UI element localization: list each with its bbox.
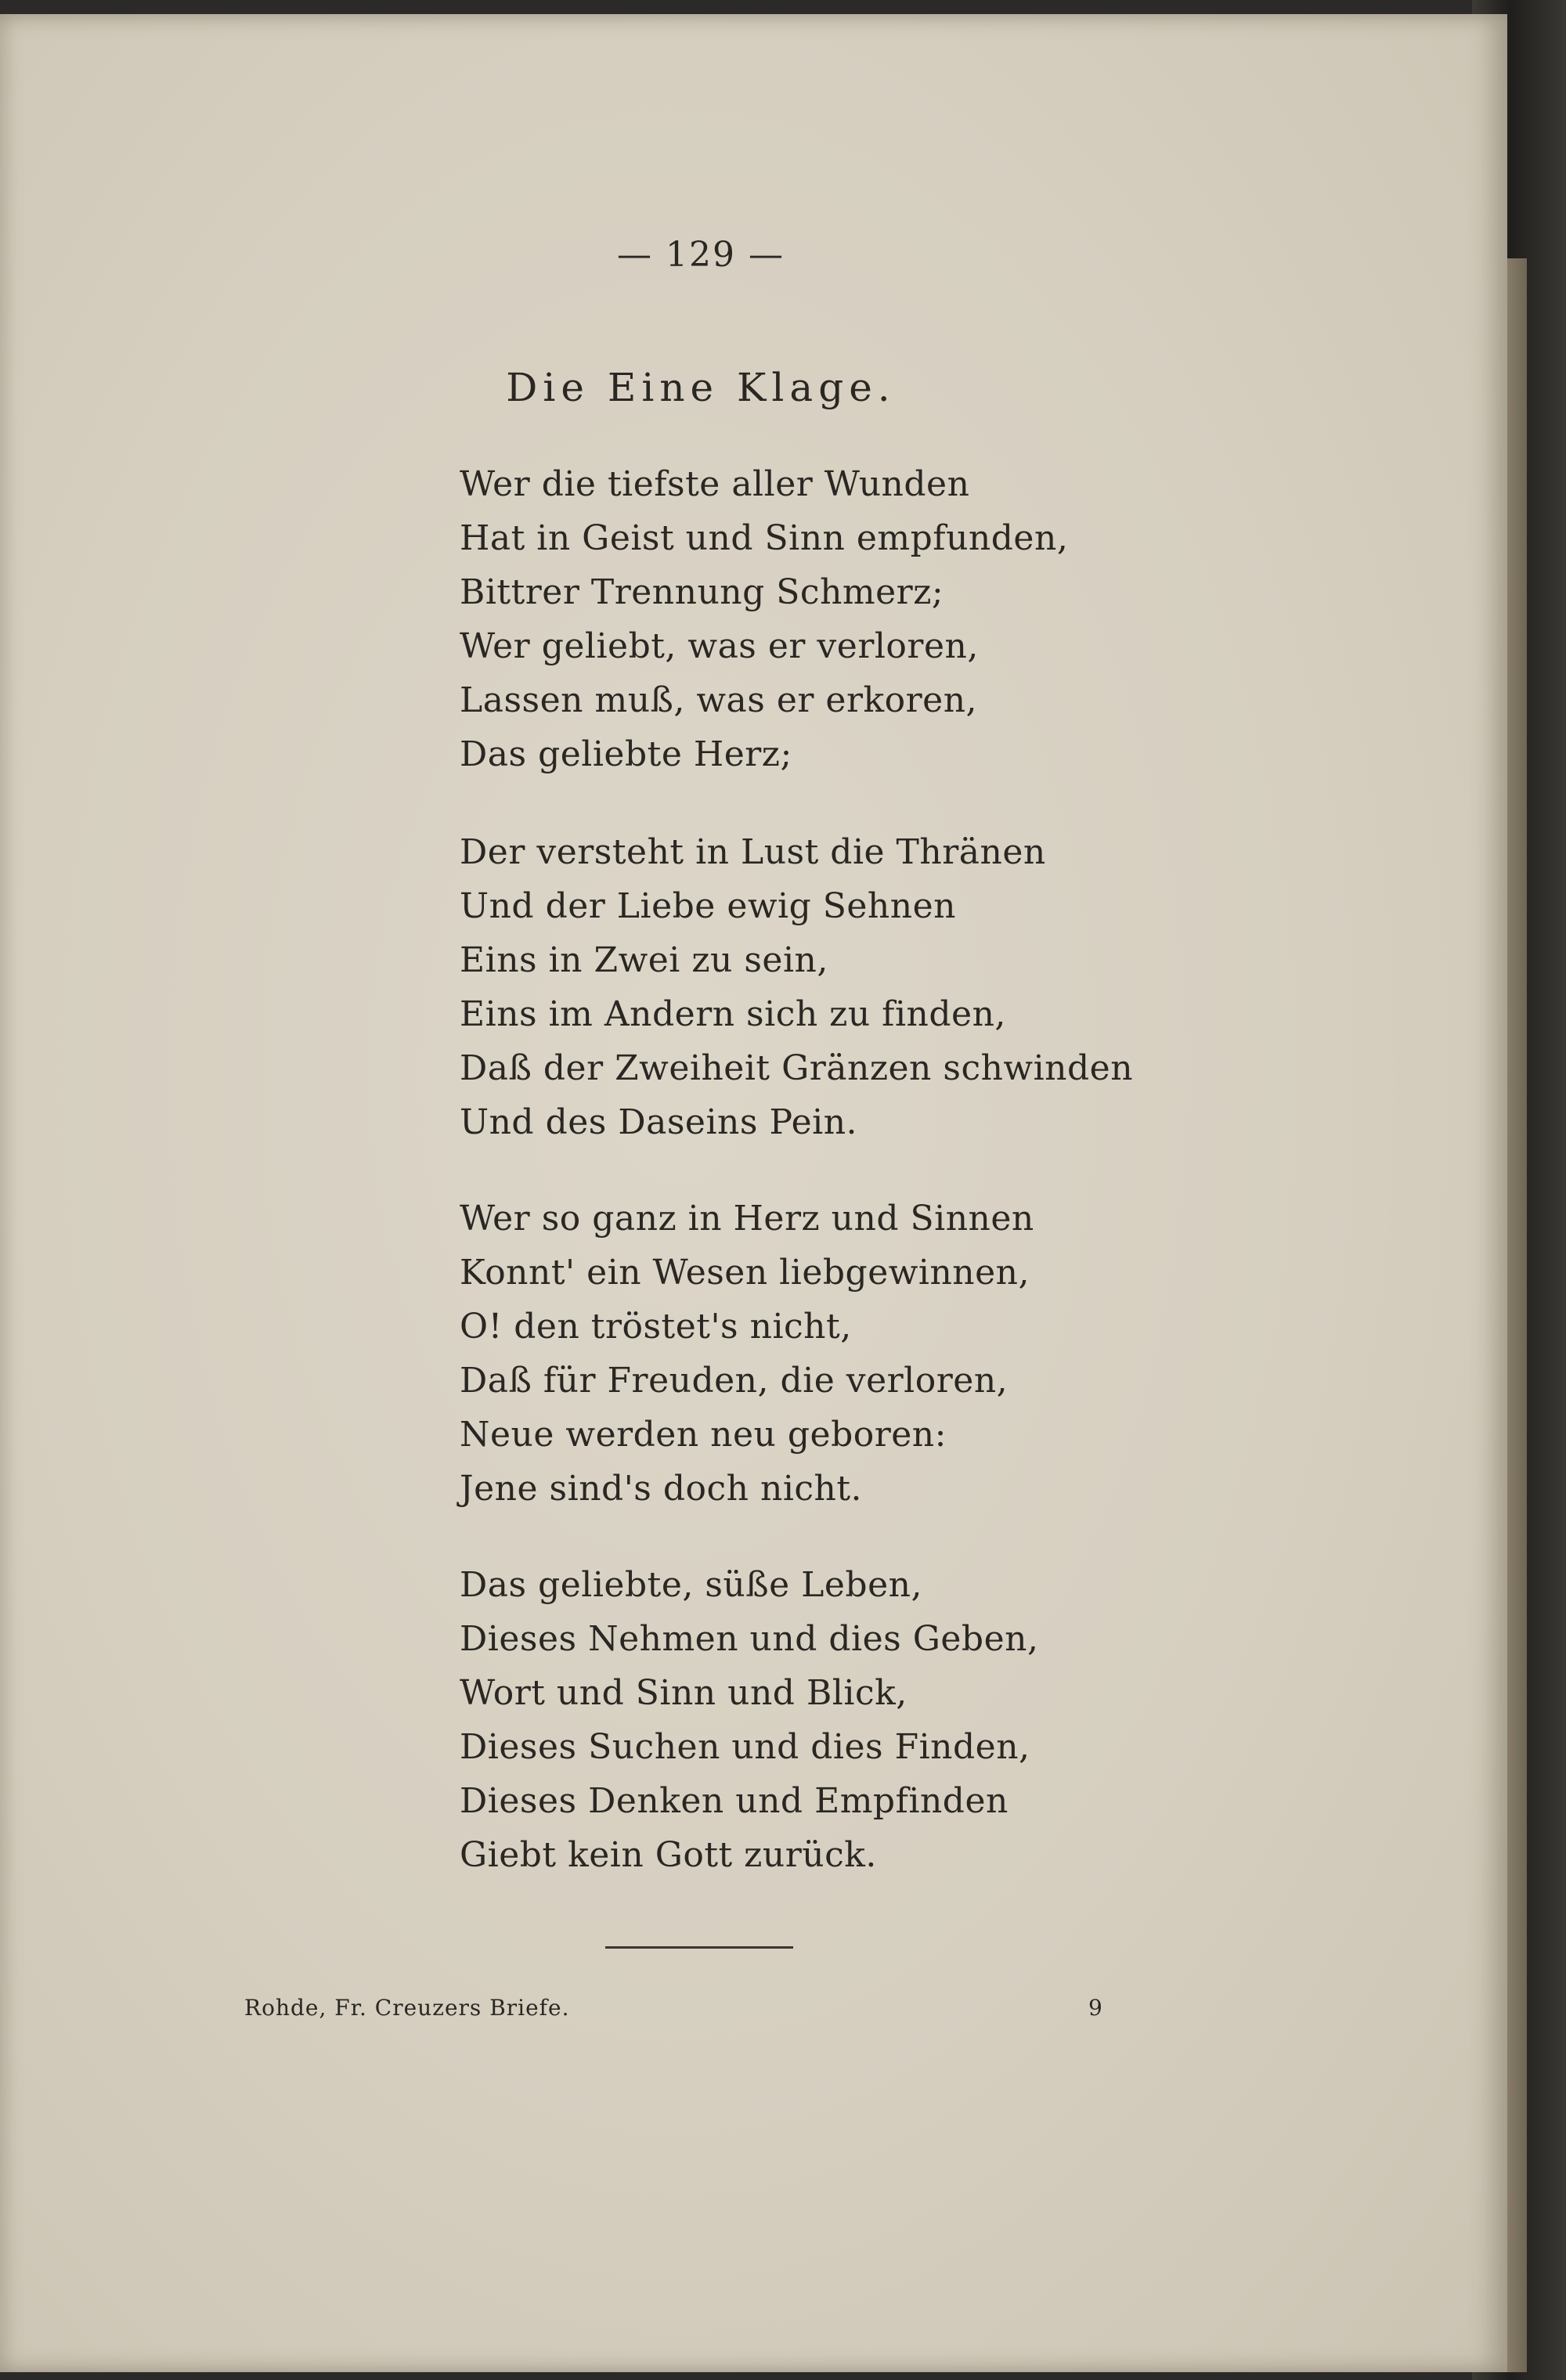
footer-sheet-number: 9 xyxy=(1088,1995,1102,2021)
poem-line: Dieses Denken und Empfinden xyxy=(460,1781,1009,1821)
poem-line: Wer die tiefste aller Wunden xyxy=(460,464,970,504)
stanza-3 xyxy=(460,1192,1034,1516)
poem-line: Konnt' ein Wesen liebgewinnen, xyxy=(460,1253,1030,1293)
poem-title: Die Eine Klage. xyxy=(506,365,896,410)
poem-line: Das geliebte, süße Leben, xyxy=(460,1565,922,1605)
poem-line: Dieses Suchen und dies Finden, xyxy=(460,1727,1030,1767)
poem-line: O! den tröstet's nicht, xyxy=(460,1307,852,1347)
book-page xyxy=(0,14,1507,2372)
poem-line: Jene sind's doch nicht. xyxy=(460,1469,863,1509)
divider-rule xyxy=(605,1946,793,1949)
page-number: — 129 — xyxy=(617,235,785,275)
poem-line: Daß der Zweiheit Gränzen schwinden xyxy=(460,1048,1134,1088)
poem-line: Wer geliebt, was er verloren, xyxy=(460,626,979,666)
poem-line: Hat in Geist und Sinn empfunden, xyxy=(460,518,1069,558)
stanza-2 xyxy=(460,825,1133,1149)
poem-line: Und der Liebe ewig Sehnen xyxy=(460,886,956,926)
stanza-4 xyxy=(460,1558,1038,1882)
poem-line: Dieses Nehmen und dies Geben, xyxy=(460,1619,1039,1659)
poem-line: Neue werden neu geboren: xyxy=(460,1415,947,1455)
poem-line: Lassen muß, was er erkoren, xyxy=(460,680,978,720)
poem-line: Das geliebte Herz; xyxy=(460,734,792,774)
poem-line: Eins in Zwei zu sein, xyxy=(460,940,828,980)
poem-line: Der versteht in Lust die Thränen xyxy=(460,832,1046,872)
poem-line: Wort und Sinn und Blick, xyxy=(460,1673,907,1713)
poem-line: Eins im Andern sich zu finden, xyxy=(460,994,1006,1034)
poem-line: Und des Daseins Pein. xyxy=(460,1102,858,1142)
poem-line: Daß für Freuden, die verloren, xyxy=(460,1361,1009,1401)
poem-line: Bittrer Trennung Schmerz; xyxy=(460,572,944,612)
poem-line: Giebt kein Gott zurück. xyxy=(460,1835,877,1875)
footer-signature: Rohde, Fr. Creuzers Briefe. xyxy=(244,1995,570,2021)
poem-line: Wer so ganz in Herz und Sinnen xyxy=(460,1199,1034,1239)
stanza-1 xyxy=(460,457,1068,781)
